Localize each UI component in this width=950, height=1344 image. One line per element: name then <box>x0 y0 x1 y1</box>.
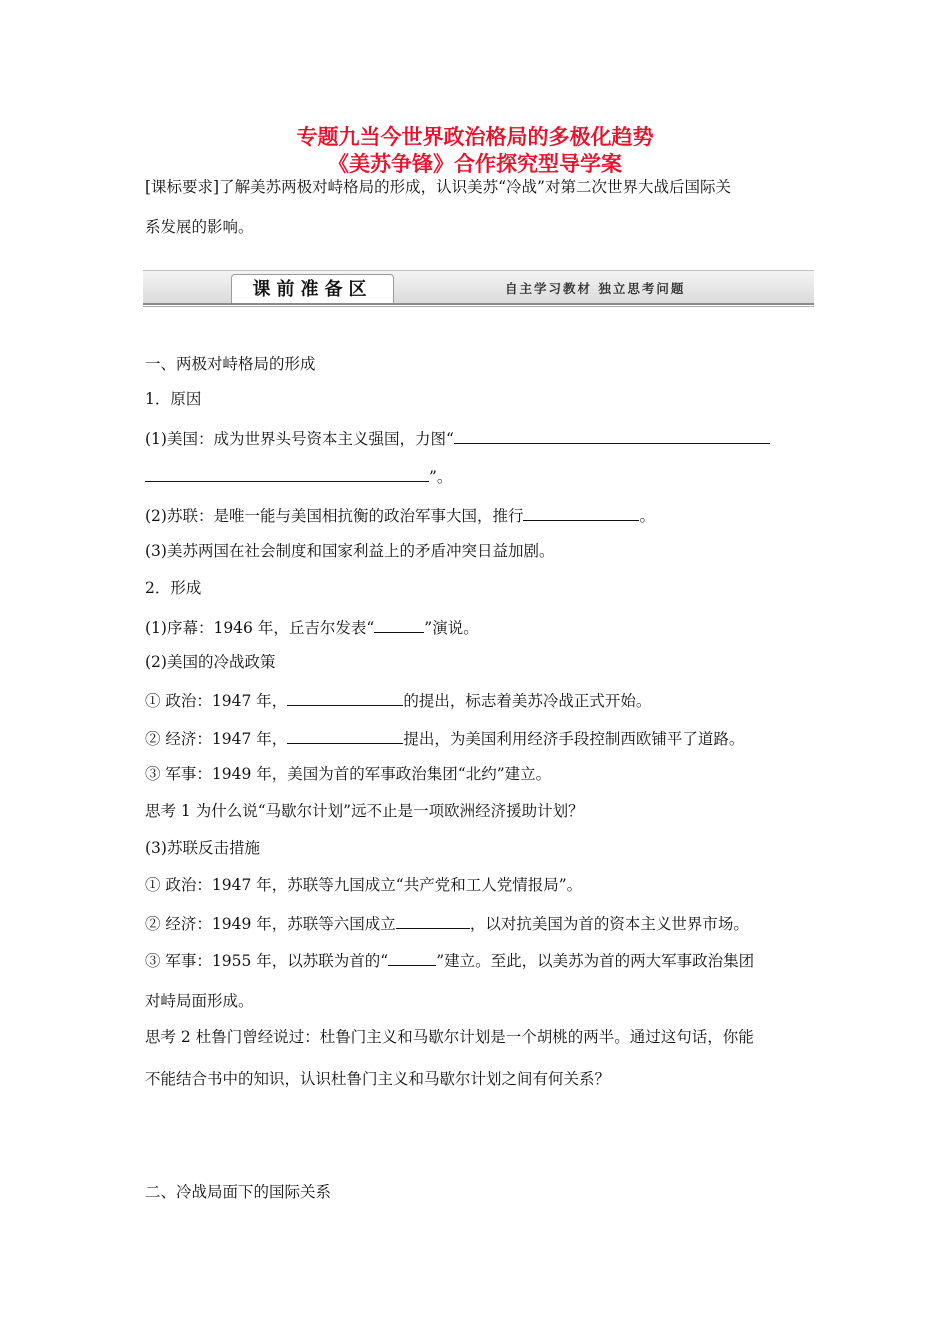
us-policy-heading: (2)美国的冷战政策 <box>145 653 276 671</box>
prelude-suffix: ”演说。 <box>424 619 479 637</box>
ussr-political-line: ① 政治：1947 年，苏联等九国成立“共产党和工人党情报局”。 <box>145 876 583 894</box>
banner-rule-thin <box>143 306 814 307</box>
ussr-cause-suffix: 。 <box>639 507 655 525</box>
fill-blank-ussr-policy[interactable] <box>523 504 639 521</box>
ussr-economic-text: ② 经济：1949 年，苏联等六国成立 <box>145 915 396 933</box>
fill-blank-comecon[interactable] <box>396 912 470 929</box>
us-political-suffix: 的提出，标志着美苏冷战正式开始。 <box>403 692 652 710</box>
ussr-military-text: ③ 军事：1955 年，以苏联为首的“ <box>145 952 389 970</box>
section-banner <box>143 270 814 308</box>
cause-heading: 1．原因 <box>145 390 202 408</box>
fill-blank-marshall-plan[interactable] <box>287 727 403 744</box>
fill-blank-warsaw-pact[interactable] <box>388 949 436 966</box>
think2-line-1: 思考 2 杜鲁门曾经说过：杜鲁门主义和马歇尔计划是一个胡桃的两半。通过这句话，你能 <box>145 1028 754 1046</box>
us-economic-line <box>145 727 744 749</box>
title-block <box>0 124 950 178</box>
ussr-economic-line <box>145 912 749 934</box>
us-political-line <box>145 689 651 711</box>
us-military-line: ③ 军事：1949 年，美国为首的军事政治集团“北约”建立。 <box>145 765 552 783</box>
think2-line-2: 不能结合书中的知识，认识杜鲁门主义和马歇尔计划之间有何关系？ <box>145 1070 611 1088</box>
conflict-line: (3)美苏两国在社会制度和国家利益上的矛盾冲突日益加剧。 <box>145 542 555 560</box>
usa-cause-text: (1)美国：成为世界头号资本主义强国，力图“ <box>145 430 454 448</box>
ussr-cause-text: (2)苏联：是唯一能与美国相抗衡的政治军事大国，推行 <box>145 507 524 525</box>
banner-tagline: 自主学习教材 独立思考问题 <box>505 281 686 296</box>
formation-heading: 2．形成 <box>145 579 202 597</box>
usa-cause-line <box>145 427 770 449</box>
ussr-military-line-2: 对峙局面形成。 <box>145 992 254 1010</box>
ussr-military-suffix: ”建立。至此，以美苏为首的两大军事政治集团 <box>436 952 755 970</box>
think1-line: 思考 1 为什么说“马歇尔计划”远不止是一项欧洲经济援助计划？ <box>145 802 584 820</box>
ussr-cause-line <box>145 504 655 526</box>
page-subtitle: 《美苏争锋》合作探究型导学案 <box>328 152 622 176</box>
page-title: 专题九当今世界政治格局的多极化趋势 <box>296 125 654 149</box>
ussr-economic-suffix: ，以对抗美国为首的资本主义世界市场。 <box>469 915 749 933</box>
ussr-military-line <box>145 949 754 971</box>
fill-blank-truman-doctrine[interactable] <box>287 689 403 706</box>
banner-tab-label: 课前准备区 <box>231 274 394 304</box>
standard-line-1: [课标要求]了解美苏两极对峙格局的形成，认识美苏“冷战”对第二次世界大战后国际关 <box>145 178 731 196</box>
fill-blank-speech[interactable] <box>374 616 424 633</box>
ussr-counter-heading: (3)苏联反击措施 <box>145 839 260 857</box>
us-economic-text: ② 经济：1947 年， <box>145 730 288 748</box>
prelude-text: (1)序幕：1946 年，丘吉尔发表“ <box>145 619 375 637</box>
fill-blank-usa-continued[interactable] <box>145 465 429 482</box>
section1-heading: 一、两极对峙格局的形成 <box>145 355 316 373</box>
fill-blank-usa[interactable] <box>454 427 770 444</box>
section2-heading: 二、冷战局面下的国际关系 <box>145 1183 332 1201</box>
us-political-text: ① 政治：1947 年， <box>145 692 288 710</box>
banner-rule <box>143 303 814 305</box>
us-economic-suffix: 提出，为美国利用经济手段控制西欧铺平了道路。 <box>403 730 745 748</box>
prelude-line <box>145 616 479 638</box>
usa-cause-suffix: ”。 <box>429 468 453 486</box>
standard-line-2: 系发展的影响。 <box>145 218 254 236</box>
usa-cause-line-2 <box>145 465 452 487</box>
